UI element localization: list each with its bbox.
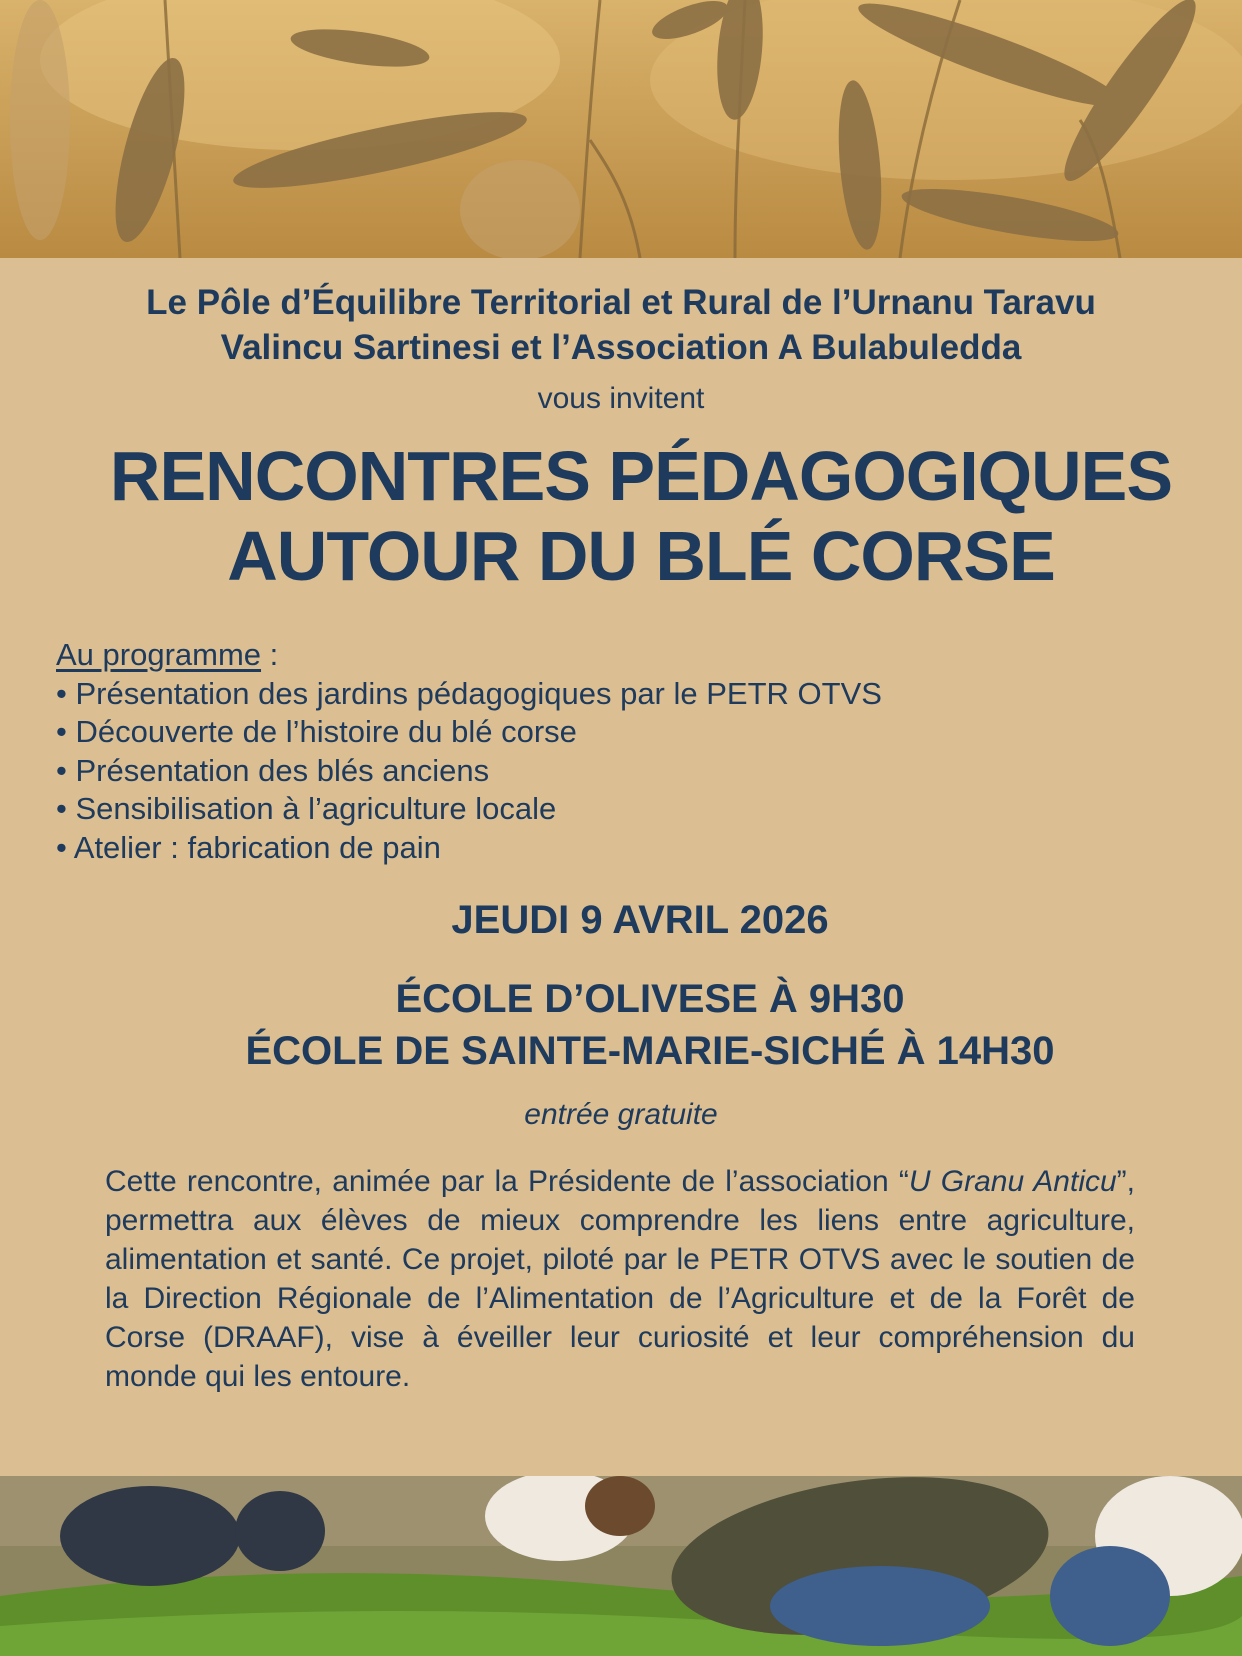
programme-item: • Présentation des jardins pédagogiques par le PETR OTVS <box>56 675 1186 714</box>
programme-heading-suffix: : <box>261 637 279 672</box>
organizers-line-1: Le Pôle d’Équilibre Territorial et Rural de l’Urnanu Taravu <box>146 283 1096 322</box>
school-1: ÉCOLE D’OLIVESE À 9H30 <box>395 977 905 1021</box>
school-2: ÉCOLE DE SAINTE-MARIE-SICHÉ À 14H30 <box>245 1029 1055 1073</box>
description-part-1: Cette rencontre, animée par la Présidente de l’association “ <box>105 1165 909 1198</box>
programme-list <box>56 675 1186 868</box>
invite-text: vous invitent <box>537 382 705 415</box>
organizers <box>0 280 1242 370</box>
programme-item: • Atelier : fabrication de pain <box>56 829 1186 868</box>
children-garden-photo <box>0 1476 1242 1656</box>
event-title-line-2: AUTOUR DU BLÉ CORSE <box>227 517 1055 595</box>
programme-heading-label: Au programme <box>56 637 262 672</box>
association-name: U Granu Anticu <box>908 1165 1117 1198</box>
event-date: JEUDI 9 AVRIL 2026 <box>451 898 829 942</box>
programme <box>56 636 1186 867</box>
description-part-2: ”, permettra aux élèves de mieux comprendre les liens entre agriculture, alimentation et santé. Ce projet, piloté par le PETR OTVS avec le soutien de la Direction Régionale de l’Alimentation de l’Agriculture et de la Forêt de Corse (DRAAF), vise à éveiller leur curiosité et leur compréhension du monde qui les entoure. <box>105 1165 1135 1393</box>
programme-item: • Découverte de l’histoire du blé corse <box>56 713 1186 752</box>
description <box>105 1162 1135 1396</box>
programme-heading <box>56 636 1186 675</box>
programme-item: • Présentation des blés anciens <box>56 752 1186 791</box>
event-title-line-1: RENCONTRES PÉDAGOGIQUES <box>109 437 1173 515</box>
event-schools <box>0 973 1242 1077</box>
flyer-content <box>0 258 1242 1476</box>
entry-info: entrée gratuite <box>524 1098 718 1131</box>
organizers-line-2: Valincu Sartinesi et l’Association A Bulabuledda <box>220 328 1022 367</box>
wheat-photo <box>0 0 1242 258</box>
event-title <box>40 436 1242 596</box>
programme-item: • Sensibilisation à l’agriculture locale <box>56 790 1186 829</box>
